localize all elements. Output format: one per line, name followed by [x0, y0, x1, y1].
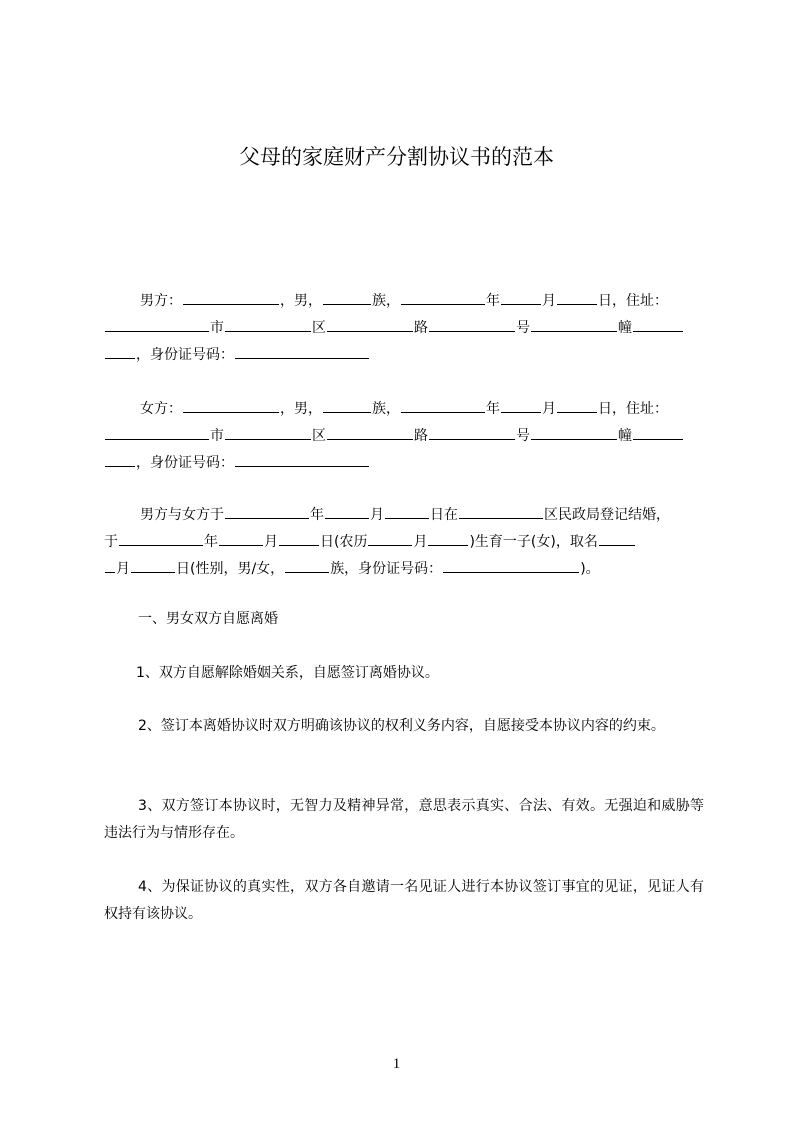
child-day-blank[interactable]: [131, 558, 175, 573]
wife-ethnicity-blank[interactable]: [323, 398, 371, 413]
item-1: 1、双方自愿解除婚姻关系，自愿签订离婚协议。: [136, 665, 439, 681]
husband-id-blank[interactable]: [235, 344, 369, 359]
item-2: 2、签订本离婚协议时双方明确该协议的权利义务内容，自愿接受本协议内容的约束。: [138, 718, 665, 734]
husband-label: 男方：: [140, 293, 182, 309]
husband-building-blank[interactable]: [531, 317, 617, 332]
wife-info-paragraph: [104, 396, 704, 477]
wife-city-blank[interactable]: [105, 425, 209, 440]
number-label: 号: [516, 428, 530, 444]
marriage-line-3: [104, 556, 704, 583]
wife-number-blank[interactable]: [429, 425, 515, 440]
city-label: 市: [210, 320, 224, 336]
month-label: 月: [413, 534, 428, 550]
id-number-label: ，身份证号码：: [136, 455, 234, 471]
year-label: 年: [204, 534, 218, 550]
month-label: 月: [370, 507, 384, 523]
lunar-month-blank[interactable]: [368, 531, 412, 546]
husband-birth-year-blank[interactable]: [401, 290, 485, 305]
month-label: 月: [264, 534, 278, 550]
wife-label: 女方：: [140, 401, 182, 417]
marriage-month-blank[interactable]: [325, 504, 369, 519]
marriage-year-blank[interactable]: [225, 504, 309, 519]
closing-label: )。: [580, 561, 600, 577]
husband-district-blank[interactable]: [225, 317, 311, 332]
husband-line-3: [104, 342, 704, 369]
wife-unit-blank[interactable]: [633, 425, 683, 440]
wife-district-blank[interactable]: [225, 425, 311, 440]
child-birth-day-blank[interactable]: [279, 531, 319, 546]
wife-building-blank[interactable]: [531, 425, 617, 440]
month-label: 月: [116, 561, 130, 577]
husband-unit-blank[interactable]: [633, 317, 683, 332]
marriage-day-blank[interactable]: [385, 504, 429, 519]
marriage-line-1: [104, 502, 704, 529]
child-name-blank-cont[interactable]: [105, 558, 115, 573]
wife-road-blank[interactable]: [327, 425, 413, 440]
marriage-bureau-label: 区民政局登记结婚，: [544, 507, 670, 523]
child-birth-month-blank[interactable]: [219, 531, 263, 546]
month-label: 月: [542, 401, 556, 417]
year-label: 年: [310, 507, 324, 523]
wife-unit-blank-cont[interactable]: [105, 452, 135, 467]
gender-label: ，男，: [280, 293, 322, 309]
number-label: 号: [516, 320, 530, 336]
gender-label: ，男，: [280, 401, 322, 417]
page-number: 1: [392, 1056, 401, 1072]
item-4: 4、为保证协议的真实性，双方各自邀请一名见证人进行本协议签订事宜的见证，见证人有权持有该协议。: [104, 879, 704, 922]
lunar-day-label: 日(农历: [320, 534, 368, 550]
husband-info-paragraph: [104, 288, 704, 369]
year-label: 年: [486, 401, 500, 417]
child-ethnicity-blank[interactable]: [285, 558, 329, 573]
month-label: 月: [542, 293, 556, 309]
marriage-line-2: [104, 529, 704, 556]
husband-road-blank[interactable]: [327, 317, 413, 332]
husband-name-blank[interactable]: [183, 290, 279, 305]
day-address-label: 日，住址：: [598, 401, 668, 417]
day-address-label: 日，住址：: [598, 293, 668, 309]
husband-city-blank[interactable]: [105, 317, 209, 332]
child-born-label: )生育一子(女)，取名: [469, 534, 598, 550]
husband-number-blank[interactable]: [429, 317, 515, 332]
marriage-district-blank[interactable]: [459, 504, 543, 519]
wife-line-2: [104, 423, 704, 450]
section-heading-1: [104, 606, 704, 633]
item-3: 3、双方签订本协议时，无智力及精神异常，意思表示真实、合法、有效。无强迫和威胁等违法行为与情形存在。: [104, 798, 704, 841]
wife-birth-day-blank[interactable]: [557, 398, 597, 413]
gender-day-label: 日(性别，男/女，: [176, 561, 285, 577]
lunar-day-blank[interactable]: [428, 531, 468, 546]
heading-1-text: 一、男女双方自愿离婚: [138, 611, 278, 627]
id-number-label-2: 族，身份证号码：: [330, 561, 443, 577]
wife-line-3: [104, 450, 704, 477]
id-number-label: ，身份证号码：: [136, 347, 234, 363]
document-title: 父母的家庭财产分割协议书的范本: [239, 145, 554, 169]
ethnicity-label: 族，: [372, 293, 400, 309]
marriage-paragraph: [104, 502, 704, 583]
wife-birth-year-blank[interactable]: [401, 398, 485, 413]
district-label: 区: [312, 320, 326, 336]
child-id-blank[interactable]: [443, 558, 579, 573]
husband-line-2: [104, 315, 704, 342]
year-label: 年: [486, 293, 500, 309]
wife-id-blank[interactable]: [235, 452, 369, 467]
husband-ethnicity-blank[interactable]: [323, 290, 371, 305]
at-label: 于: [104, 534, 118, 550]
child-name-blank[interactable]: [599, 531, 635, 546]
building-label: 幢: [618, 428, 632, 444]
husband-unit-blank-cont[interactable]: [105, 344, 135, 359]
wife-birth-month-blank[interactable]: [501, 398, 541, 413]
wife-name-blank[interactable]: [183, 398, 279, 413]
building-label: 幢: [618, 320, 632, 336]
husband-birth-day-blank[interactable]: [557, 290, 597, 305]
ethnicity-label: 族，: [372, 401, 400, 417]
marriage-intro-label: 男方与女方于: [140, 507, 224, 523]
city-label: 市: [210, 428, 224, 444]
road-label: 路: [414, 320, 428, 336]
child-birth-year-blank[interactable]: [119, 531, 203, 546]
district-label: 区: [312, 428, 326, 444]
husband-line-1: [104, 288, 704, 315]
wife-line-1: [104, 396, 704, 423]
road-label: 路: [414, 428, 428, 444]
husband-birth-month-blank[interactable]: [501, 290, 541, 305]
day-at-label: 日在: [430, 507, 458, 523]
